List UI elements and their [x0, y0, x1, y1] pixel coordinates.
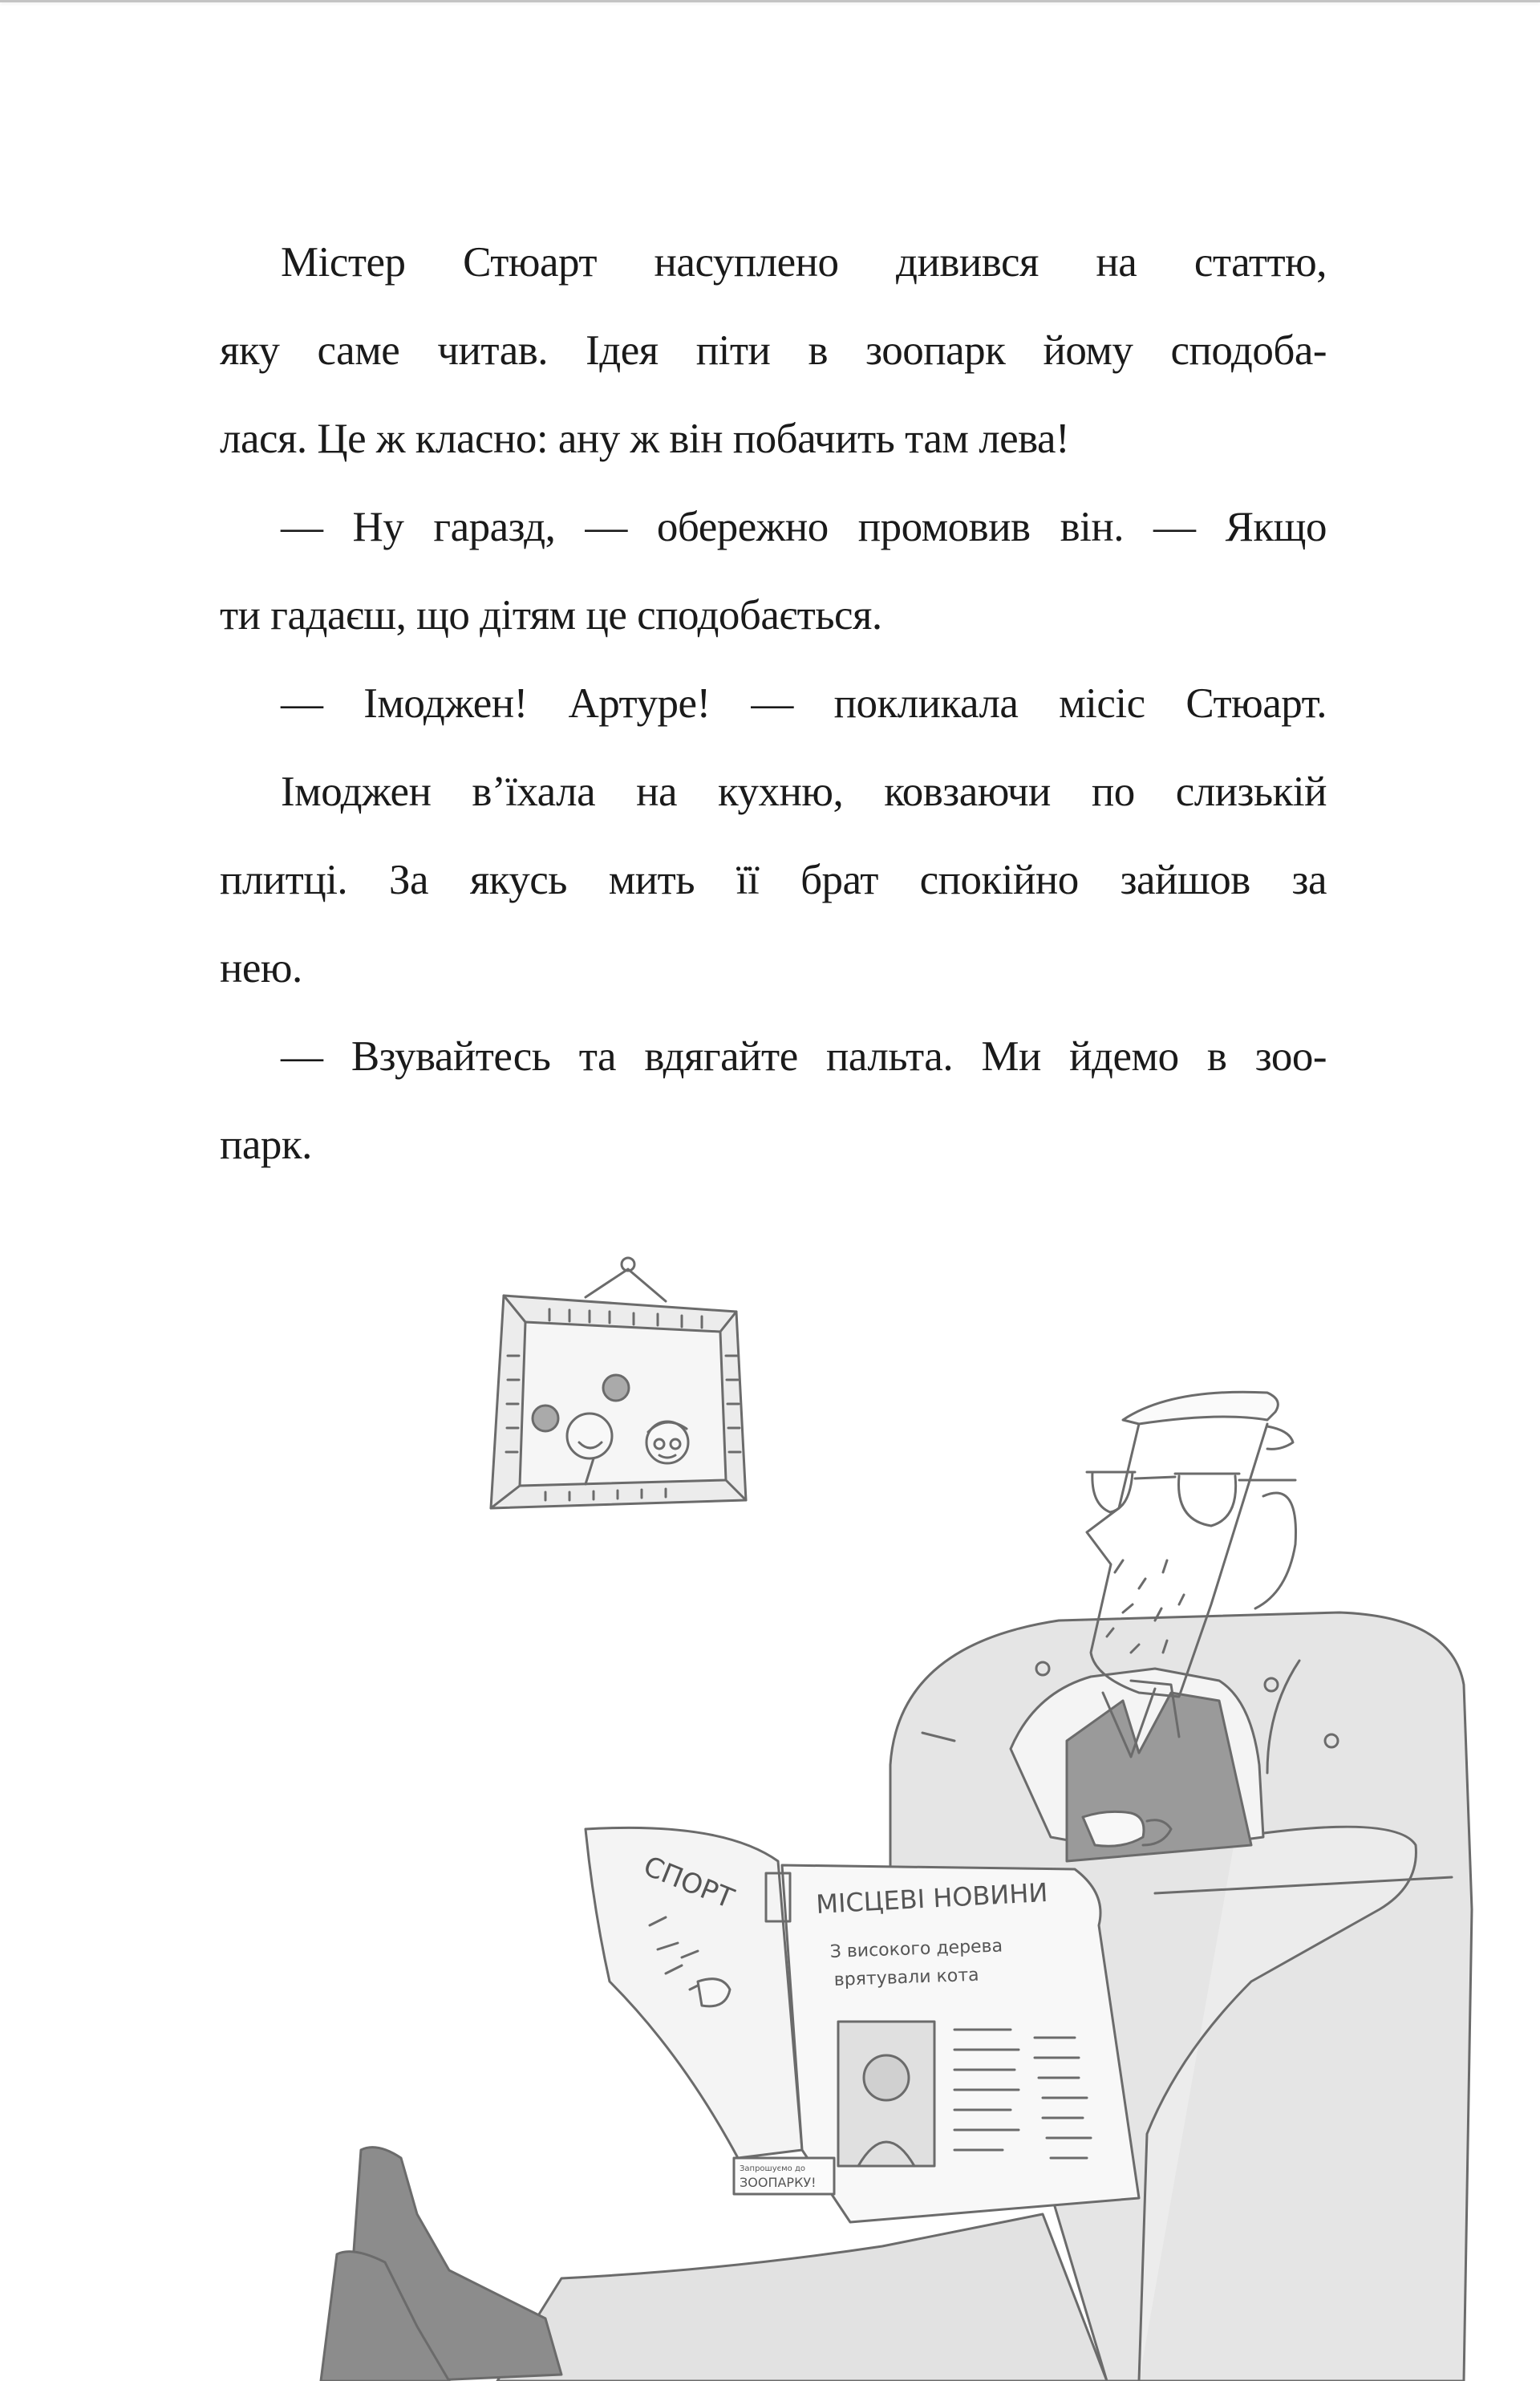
text-line: парк. [220, 1122, 312, 1168]
text-line: нею. [220, 945, 302, 992]
text-line: яку саме читав. Ідея піти в зоопарк йому сподоба- [220, 327, 1327, 374]
text-line: лася. Це ж класно: ану ж він побачить там лева! [220, 416, 1070, 462]
text-line: — Ну гаразд, — обережно промовив він. — Якщо [281, 504, 1327, 550]
text-line: — Імоджен! Артуре! — покликала місіс Стюарт. [281, 680, 1327, 727]
illustration-man-reading-newspaper [0, 1187, 1540, 2381]
newspaper-headline-line1: З високого дерева [829, 1936, 1003, 1962]
text-line: Імоджен в’їхала на кухню, ковзаючи по слизькій [281, 769, 1327, 815]
text-line: — Взувайтесь та вдягайте пальта. Ми йдемо в зоо- [281, 1033, 1327, 1080]
newspaper-ad-line1: Запрошуємо до [740, 2164, 805, 2173]
newspaper-headline-line2: врятували кота [833, 1965, 979, 1990]
text-line: плитці. За якусь мить її брат спокійно зайшов за [220, 857, 1327, 903]
text-line: ти гадаєш, що дітям це сподобається. [220, 592, 882, 639]
newspaper-ad-line2: ЗООПАРКУ! [740, 2175, 817, 2190]
page-top-border [0, 0, 1540, 2]
newspaper-section-sport: СПОРТ [638, 1850, 739, 1916]
text-line: Містер Стюарт насуплено дивився на статтю, [281, 239, 1327, 286]
book-page-text [220, 218, 1327, 1189]
picture-frame-icon [491, 1258, 746, 1508]
newspaper-section-local-news: МІСЦЕВІ НОВИНИ [815, 1876, 1049, 1920]
man-body [1011, 1669, 1263, 1861]
